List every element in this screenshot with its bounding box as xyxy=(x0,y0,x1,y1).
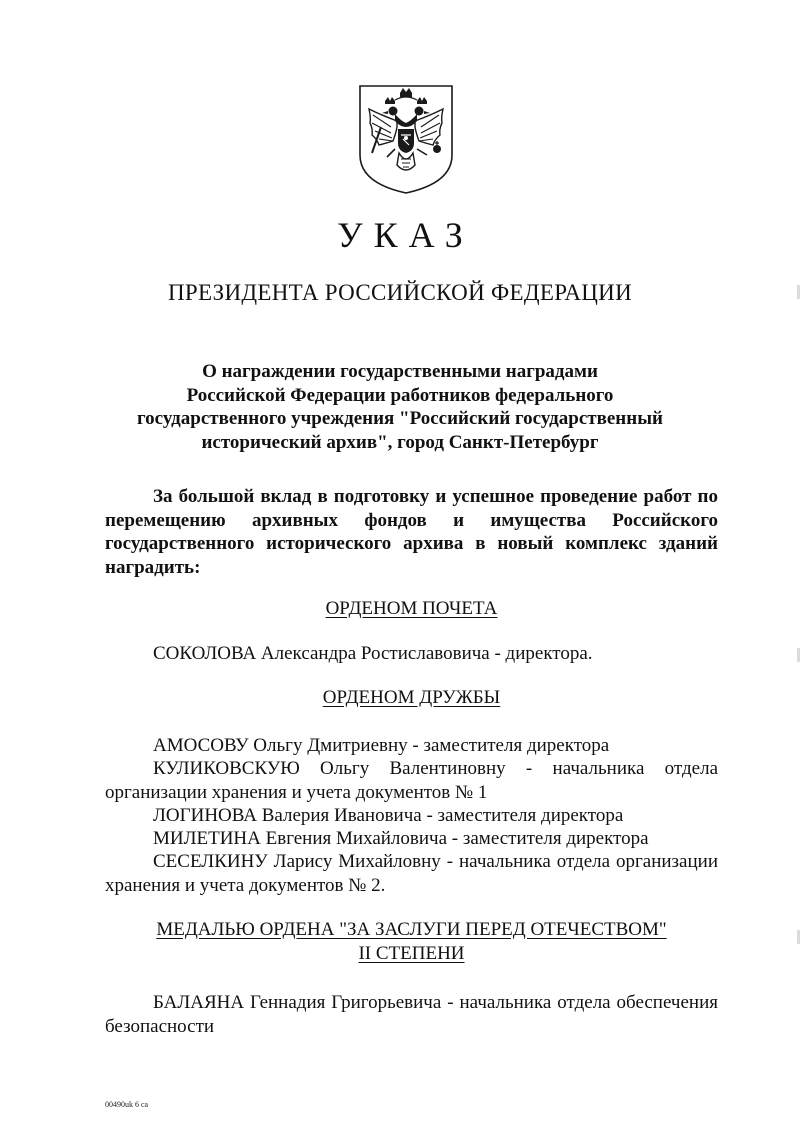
awardee-entry: ЛОГИНОВА Валерия Ивановича - заместителя директора xyxy=(153,805,624,826)
document-title: УКАЗ xyxy=(337,215,474,255)
awardee-entry: КУЛИКОВСКУЮ Ольгу Валентиновну - начальника отдела организации хранения и учета документов № 1 xyxy=(105,758,718,803)
russian-coat-of-arms-icon xyxy=(357,83,455,195)
heading-line: Российской Федерации работников федерального xyxy=(186,384,614,406)
awardee-entry: АМОСОВУ Ольгу Дмитриевну - заместителя директора xyxy=(153,735,610,756)
awardee-entry: БАЛАЯНА Геннадия Григорьевича - начальника отдела обеспечения безопасности xyxy=(105,992,718,1037)
awardee-entry: СОКОЛОВА Александра Ростиславовича - директора. xyxy=(153,643,593,664)
section-title-order-of-friendship: ОРДЕНОМ ДРУЖБЫ xyxy=(322,687,501,708)
section-title-order-of-honour: ОРДЕНОМ ПОЧЕТА xyxy=(325,598,498,619)
section-title-medal-of-order xyxy=(105,918,718,965)
awardee-entry: СЕСЕЛКИНУ Ларису Михайловну - начальника отдела организации хранения и учета документов № 2. xyxy=(105,851,718,896)
document-footer-code: 00490uk 6 ca xyxy=(105,1100,149,1109)
heading-line: О награждении государственными наградами xyxy=(202,361,598,382)
section-title-line: МЕДАЛЬЮ ОРДЕНА "ЗА ЗАСЛУГИ ПЕРЕД ОТЕЧЕСТВОМ" xyxy=(156,919,667,940)
decree-preamble: За большой вклад в подготовку и успешное проведение работ по перемещению архивных фондов и имущества Российского государственного исторического архива в новый комплекс зданий наградить: xyxy=(105,486,718,578)
heading-line: государственного учреждения "Российский государственный xyxy=(137,408,663,429)
document-subtitle: ПРЕЗИДЕНТА РОССИЙСКОЙ ФЕДЕРАЦИИ xyxy=(168,280,632,305)
decree-heading xyxy=(100,360,700,454)
heading-line: исторический архив", город Санкт-Петербург xyxy=(201,431,599,453)
section-title-line: II СТЕПЕНИ xyxy=(358,942,465,964)
awardee-entry: МИЛЕТИНА Евгения Михайловича - заместителя директора xyxy=(153,828,649,849)
